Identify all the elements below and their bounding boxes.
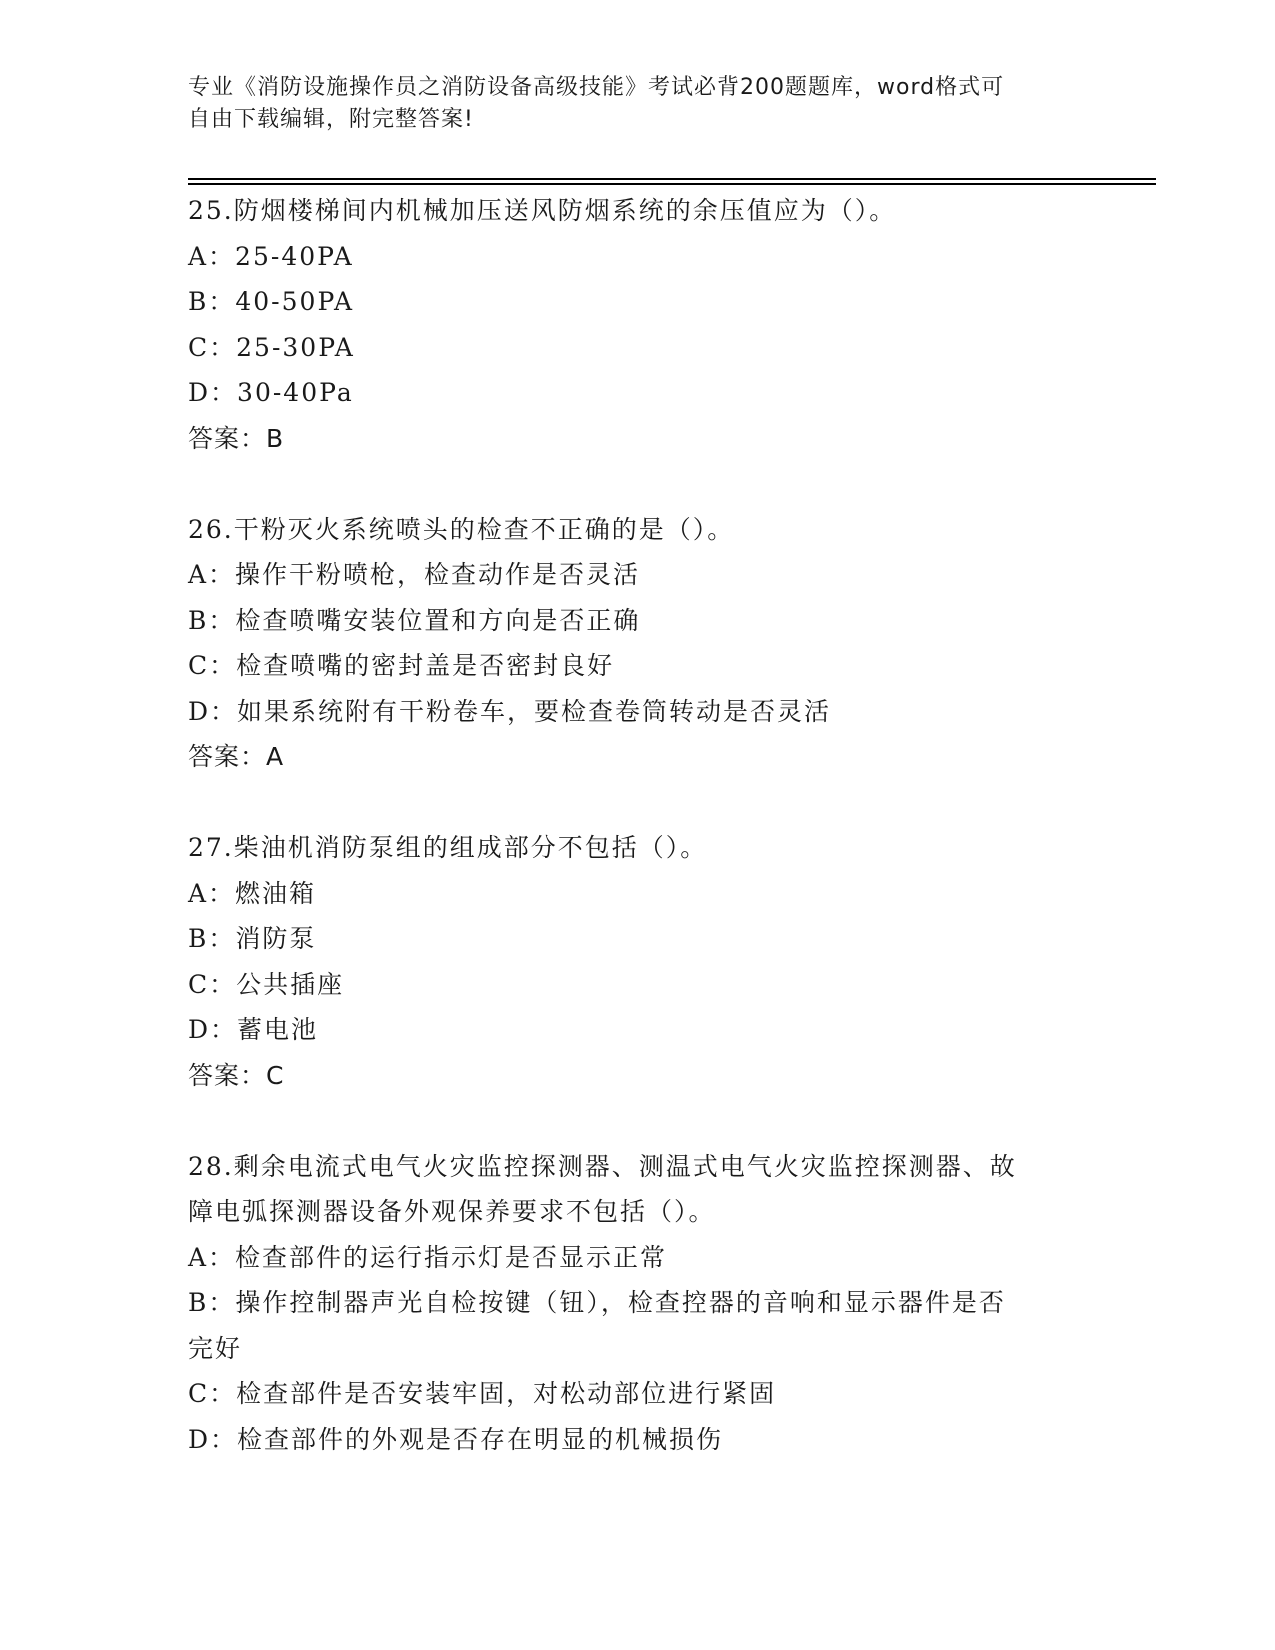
question-25 xyxy=(188,188,1088,461)
option-d: D：30-40Pa xyxy=(188,378,354,407)
question-title-line-2: 障电弧探测器设备外观保养要求不包括（）。 xyxy=(188,1197,716,1226)
question-27 xyxy=(188,825,1088,1098)
question-list xyxy=(188,188,1088,1462)
option-b: B：检查喷嘴安装位置和方向是否正确 xyxy=(188,605,641,635)
answer-line: 答案：A xyxy=(188,742,285,771)
question-title: 26.干粉灭火系统喷头的检查不正确的是（）。 xyxy=(188,514,735,544)
answer-line: 答案：C xyxy=(188,1060,285,1090)
option-b-line-2: 完好 xyxy=(188,1333,243,1363)
option-b: B：消防泵 xyxy=(188,924,317,953)
option-c: C：检查部件是否安装牢固，对松动部位进行紧固 xyxy=(188,1379,777,1408)
option-a: A：检查部件的运行指示灯是否显示正常 xyxy=(188,1242,668,1272)
spacer xyxy=(188,461,1088,507)
option-a: A：25-40PA xyxy=(188,241,354,271)
header-title-line-2: 自由下载编辑，附完整答案! xyxy=(188,107,474,132)
header-divider-bottom xyxy=(188,183,1156,185)
option-c: C：检查喷嘴的密封盖是否密封良好 xyxy=(188,651,615,680)
spacer xyxy=(188,1098,1088,1144)
option-d: D：蓄电池 xyxy=(188,1015,319,1044)
spacer xyxy=(188,780,1088,826)
option-a: A：燃油箱 xyxy=(188,878,317,908)
question-title: 25.防烟楼梯间内机械加压送风防烟系统的余压值应为（）。 xyxy=(188,196,897,225)
option-a: A：操作干粉喷枪，检查动作是否灵活 xyxy=(188,560,641,589)
option-d: D：检查部件的外观是否存在明显的机械损伤 xyxy=(188,1424,724,1454)
document-header xyxy=(188,72,1068,136)
question-26 xyxy=(188,507,1088,780)
question-title-line-1: 28.剩余电流式电气火灾监控探测器、测温式电气火灾监控探测器、故 xyxy=(188,1151,1017,1181)
option-d: D：如果系统附有干粉卷车，要检查卷筒转动是否灵活 xyxy=(188,696,832,726)
option-b-line-1: B：操作控制器声光自检按键（钮），检查控器的音响和显示器件是否 xyxy=(188,1288,1006,1317)
header-divider-top xyxy=(188,178,1156,180)
header-title-line-1: 专业《消防设施操作员之消防设备高级技能》考试必背200题题库，word格式可 xyxy=(188,75,1005,100)
option-c: C：25-30PA xyxy=(188,332,355,362)
question-title: 27.柴油机消防泵组的组成部分不包括（）。 xyxy=(188,833,708,862)
question-28 xyxy=(188,1144,1088,1463)
answer-line: 答案：B xyxy=(188,423,285,453)
option-c: C：公共插座 xyxy=(188,969,345,999)
option-b: B：40-50PA xyxy=(188,287,355,316)
